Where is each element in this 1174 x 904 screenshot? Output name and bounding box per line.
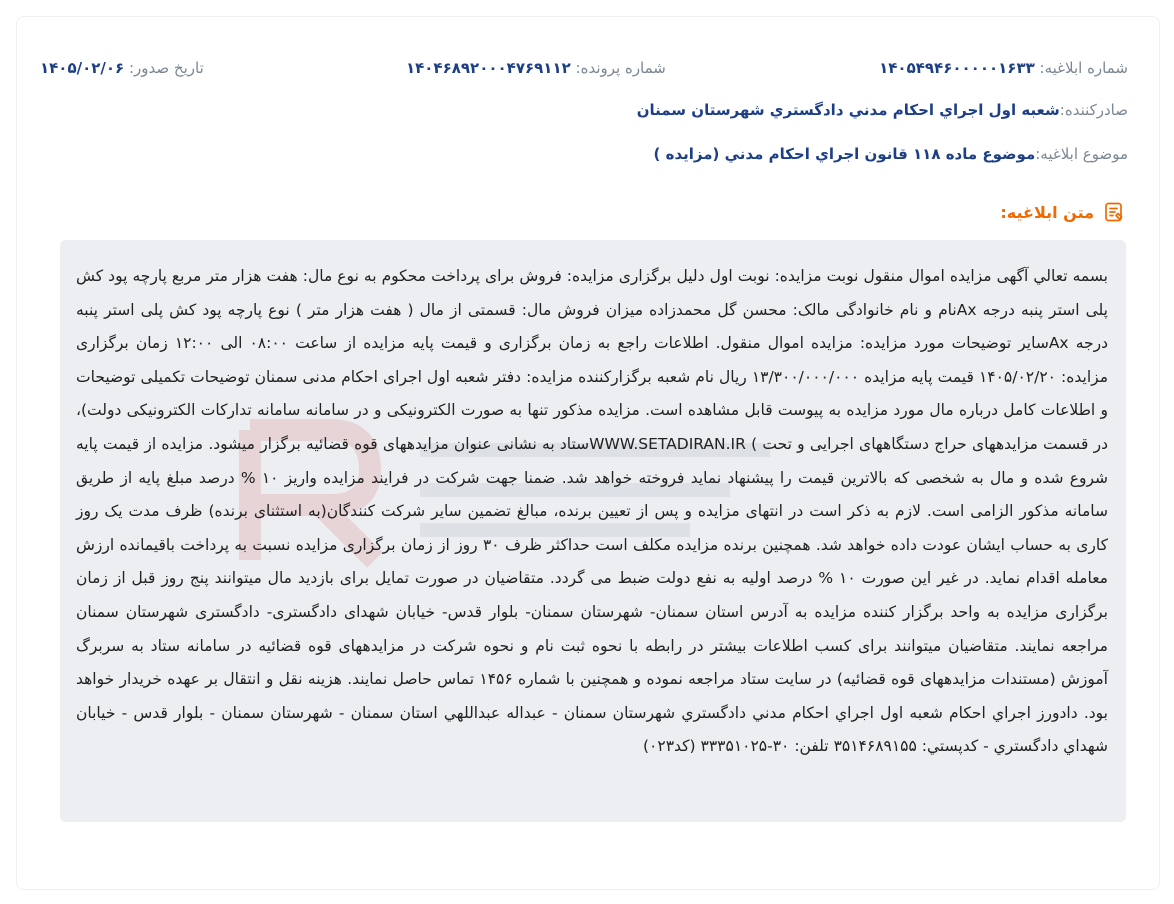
issuer-value: شعبه اول اجراي احکام مدني دادگستري شهرستان سمنان xyxy=(636,101,1060,119)
notice-text-heading-label: متن ابلاغيه: xyxy=(1000,202,1094,222)
document-text-icon xyxy=(1102,200,1126,224)
issuer-label: صادرکننده: xyxy=(1059,101,1128,119)
notice-number-label: شماره ابلاغيه: xyxy=(1039,59,1128,77)
issue-date xyxy=(40,58,204,78)
meta-row-issuer xyxy=(40,100,1128,120)
notice-number xyxy=(868,58,1128,78)
subject-label: موضوع ابلاغيه: xyxy=(1035,145,1128,163)
notice-body-text: بسمه تعالي آگهی مزایده اموال منقول نوبت مزایده: نوبت اول دلیل برگزاری مزایده: فروش برای پرداخت محکوم به نوع مال: هفت هزار متر مربع پارچه پود کش پلی استر پنبه درجه Axنام و نام خانوادگی مالک: محسن گل محمدزاده میزان فروش مال: قسمتی از مال ( هفت هزار متر ) نوع پارچه پود کش پلی استر پنبه درجه Axسایر توضیحات مورد مزایده: مزایده اموال منقول. اطلاعات راجع به زمان برگزاری و قیمت پایه مزایده از ساعت ۰۸:۰۰ الی ۱۲:۰۰ زمان برگزاری مزایده: ۱۴۰۵/۰۲/۲۰ قیمت پایه مزایده ۱۳/۳۰۰/۰۰۰/۰۰۰ ریال نام شعبه برگزارکننده مزایده: دفتر شعبه اول اجرای احکام مدنی سمنان توضیحات تکمیلی توضیحات و اطلاعات کامل درباره مال مورد مزایده به پیوست قابل مشاهده است. مزایده مذکور تنها به صورت الکترونیکی و در سامانه سامانه تدارکات الکترونیکی دولت)، در قسمت مزایدههای حراج دستگاههای اجرایی و تحت ) WWW.SETADIRAN.IRستاد به نشانی عنوان مزایدههای قوه قضائیه برگزار میشود. مزایده از قیمت پایه شروع شده و مال به شخصی که بالاترین قیمت را پیشنهاد نماید فروخته خواهد شد. ضمنا جهت شرکت در فرایند مزایده واریز ۱۰ % درصد مبلغ پایه از طریق سامانه مذکور الزامی است. لازم به ذکر است در انتهای مزایده و پس از تعیین برنده، مبالغ تضمین سایر شرکت کنندگان(به استثنای برنده) ظرف مدت یک روز کاری به حساب ایشان عودت داده خواهد شد. همچنین برنده مزایده مکلف است حداکثر ظرف ۳۰ روز از زمان برگزاری مزایده نسبت به پرداخت باقیمانده ارزش معامله اقدام نماید. در غیر این صورت ۱۰ % درصد اولیه به نفع دولت ضبط می گردد. متقاضیان در صورت تمایل برای بازدید مال میتوانند پنج روز قبل از زمان برگزاری مزایده به واحد برگزار کننده مزایده به آدرس استان سمنان- شهرستان سمنان- بلوار قدس- خیابان شهدای دادگستری- دادگستری شهرستان سمنان مراجعه نمایند. متقاضیان میتوانند برای کسب اطلاعات بیشتر در رابطه با نحوه ثبت نام و نحوه شرکت در مزایدههای قوه قضائیه در سامانه ستاد به سربرگ آموزش (مستندات مزایدههای قوه قضائیه) در سایت ستاد مراجعه نموده و همچنین با شماره ۱۴۵۶ تماس حاصل نمایند. هزینه نقل و انتقال بر عهده خریدار خواهد بود. دادورز اجراي احکام شعبه اول اجراي احکام مدني دادگستري شهرستان سمنان - عبداله عبداللهي استان سمنان - شهرستان سمنان - بلوار قدس - خيابان شهداي دادگستري - کدپستي: ۳۵۱۴۶۸۹۱۵۵ تلفن: ۳۰-۳۳۳۵۱۰۲۵ (کد۰۲۳) xyxy=(76,267,1108,756)
issue-date-value: ۱۴۰۵/۰۲/۰۶ xyxy=(40,59,125,77)
notice-body-box xyxy=(60,240,1126,822)
meta-row-identifiers xyxy=(40,58,1128,78)
case-number xyxy=(406,58,666,78)
issue-date-label: تاريخ صدور: xyxy=(128,59,204,77)
notice-text-heading xyxy=(1000,200,1126,224)
notice-number-value: ۱۴۰۵۴۹۴۶۰۰۰۰۰۱۶۳۳ xyxy=(879,59,1035,77)
subject-value: موضوع ماده ۱۱۸ قانون اجراي احکام مدني (مزايده ) xyxy=(653,145,1036,163)
case-number-value: ۱۴۰۴۶۸۹۲۰۰۰۴۷۶۹۱۱۲ xyxy=(405,59,571,77)
meta-row-subject xyxy=(40,144,1128,164)
case-number-label: شماره پرونده: xyxy=(575,59,666,77)
